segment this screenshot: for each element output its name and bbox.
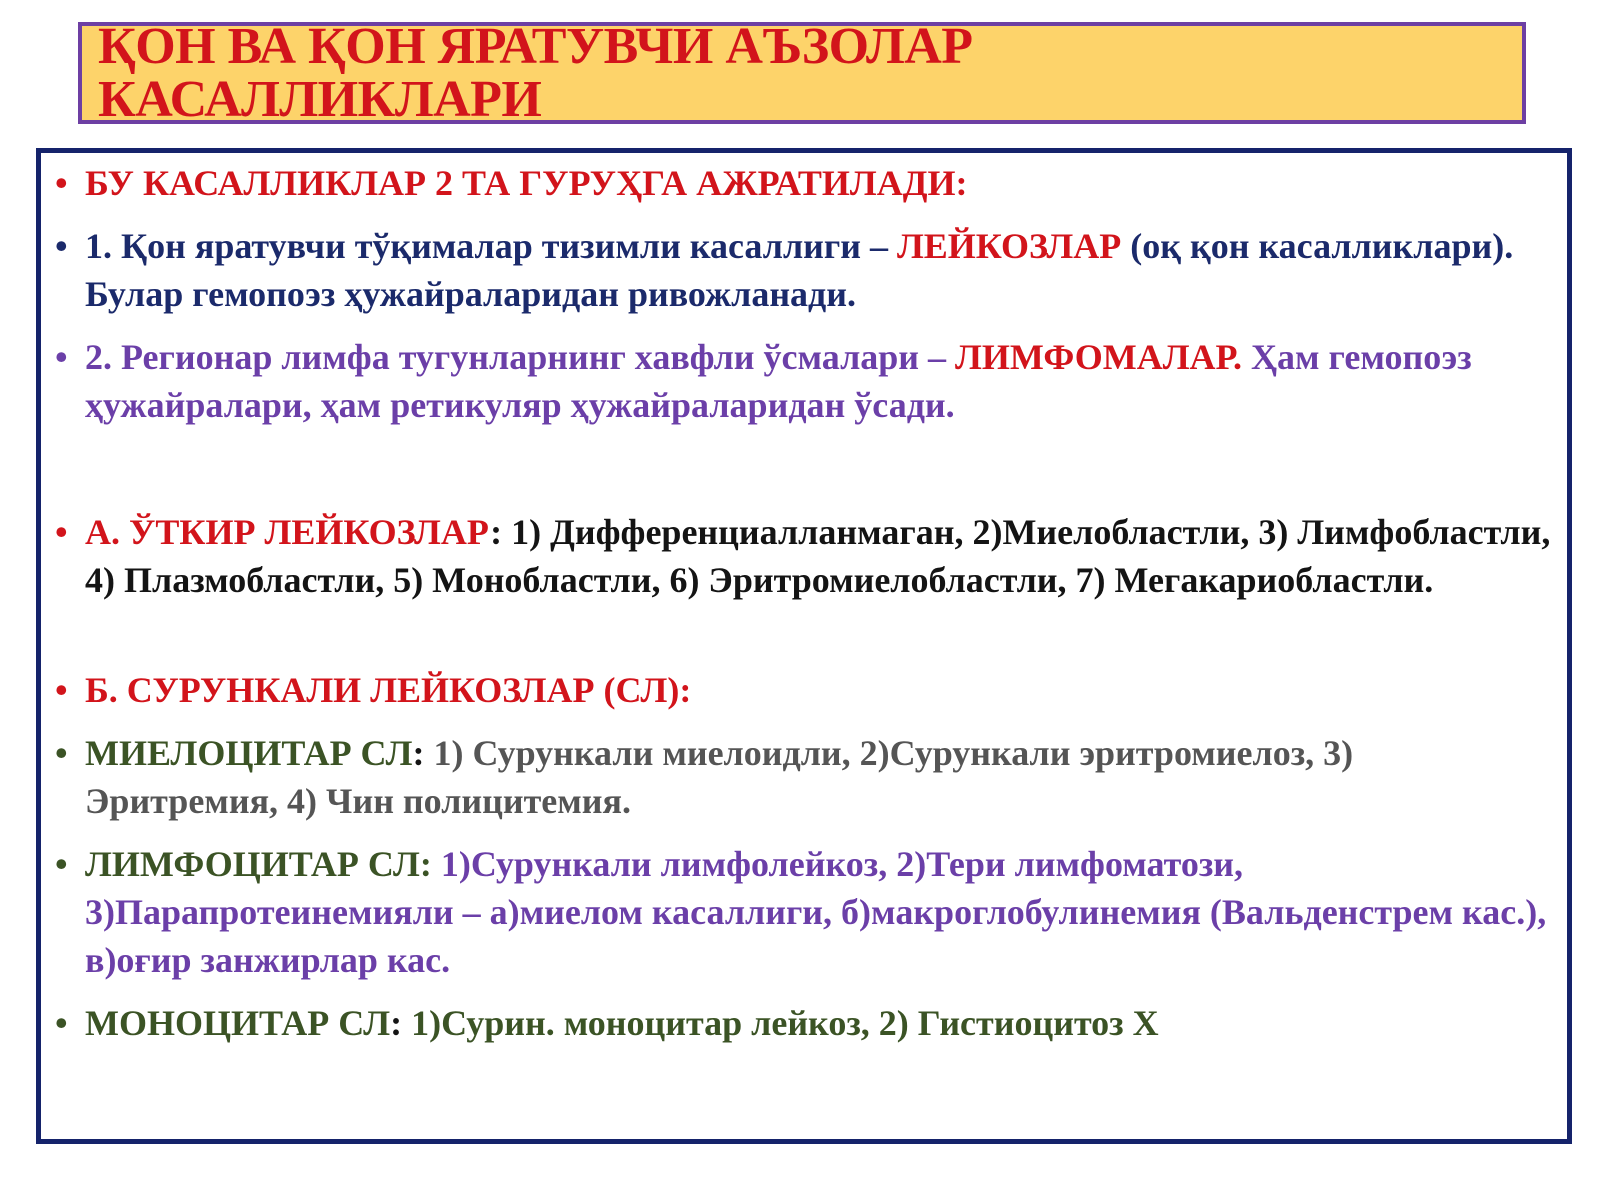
monocytic-colon: : [390, 1003, 403, 1043]
bullet-text: Б. СУРУНКАЛИ ЛЕЙКОЗЛАР (СЛ): [85, 670, 692, 710]
bullet-text [85, 333, 1555, 429]
bullet-monocytic [55, 999, 1555, 1047]
bullet-dot: • [55, 337, 68, 377]
myelocytic-colon: : [412, 733, 425, 773]
lymphomas-description: Ҳам гемопоэз ҳужайралари, ҳам ретикуляр ҳужайраларидан ўсади. [85, 337, 1472, 425]
bullet-leukoses [55, 222, 1555, 318]
acute-leukoses-list: : 1) Дифференциалланмаган, 2)Миелобластли, 3) Лимфобластли, 4) Плазмобластли, 5) Монобластли, 6) Эритромиелобластли, 7) Мегакариобластли. [85, 512, 1551, 600]
title-banner [78, 22, 1526, 124]
bullet-dot: • [55, 163, 68, 203]
bullet-lymphomas [55, 333, 1555, 429]
bullet-text [85, 840, 1555, 984]
bullet-dot: • [55, 226, 68, 266]
myelocytic-list: 1) Сурункали миелоидли, 2)Сурункали эритромиелоз, 3) Эритремия, 4) Чин полицитемия. [85, 733, 1354, 821]
bullet-myelocytic [55, 729, 1555, 825]
lymphomas-intro: 2. Регионар лимфа тугунларнинг хавфли ўсмалари – [85, 337, 956, 377]
monocytic-term: МОНОЦИТАР СЛ [85, 1003, 391, 1043]
leukoses-term: ЛЕЙКОЗЛАР [896, 226, 1122, 266]
bullet-text: БУ КАСАЛЛИКЛАР 2 ТА ГУРУҲГА АЖРАТИЛАДИ: [85, 163, 968, 203]
bullet-groups-heading [55, 159, 1555, 207]
bullet-text [85, 222, 1555, 318]
slide-title-line-1: ҚОН ВА ҚОН ЯРАТУВЧИ АЪЗОЛАР [98, 22, 973, 75]
bullet-chronic-leukoses [55, 666, 1555, 714]
leukoses-description: (оқ қон касалликлари). Булар гемопоэз ҳужайраларидан ривожланади. [85, 226, 1514, 314]
bullet-acute-leukoses [55, 508, 1555, 604]
slide-title-line-2: КАСАЛЛИКЛАРИ [98, 71, 542, 124]
acute-leukoses-term: А. ЎТКИР ЛЕЙКОЗЛАР [85, 512, 491, 552]
myelocytic-term: МИЕЛОЦИТАР СЛ [85, 733, 413, 773]
bullet-dot: • [55, 844, 68, 884]
bullet-dot: • [55, 512, 68, 552]
bullet-dot: • [55, 670, 68, 710]
bullet-dot: • [55, 733, 68, 773]
lymphocytic-list: 1)Сурункали лимфолейкоз, 2)Тери лимфоматози, 3)Парапротеинемияли – а)миелом касаллиги, б)макроглобулинемия (Вальденстрем кас.), в)оғир занжирлар кас. [85, 844, 1547, 980]
bullet-dot: • [55, 1003, 68, 1043]
lymphocytic-term: ЛИМФОЦИТАР СЛ: [85, 844, 432, 884]
bullet-text [85, 999, 1555, 1047]
slide-title [98, 22, 973, 124]
monocytic-list: 1)Сурин. моноцитар лейкоз, 2) Гистиоцитоз Х [402, 1003, 1159, 1043]
bullet-text [85, 508, 1555, 604]
bullet-lymphocytic [55, 840, 1555, 984]
leukoses-intro: 1. Қон яратувчи тўқималар тизимли касаллиги – [85, 226, 897, 266]
bullet-text [85, 729, 1555, 825]
content-panel [36, 148, 1572, 1144]
lymphomas-term: ЛИМФОМАЛАР. [955, 337, 1243, 377]
